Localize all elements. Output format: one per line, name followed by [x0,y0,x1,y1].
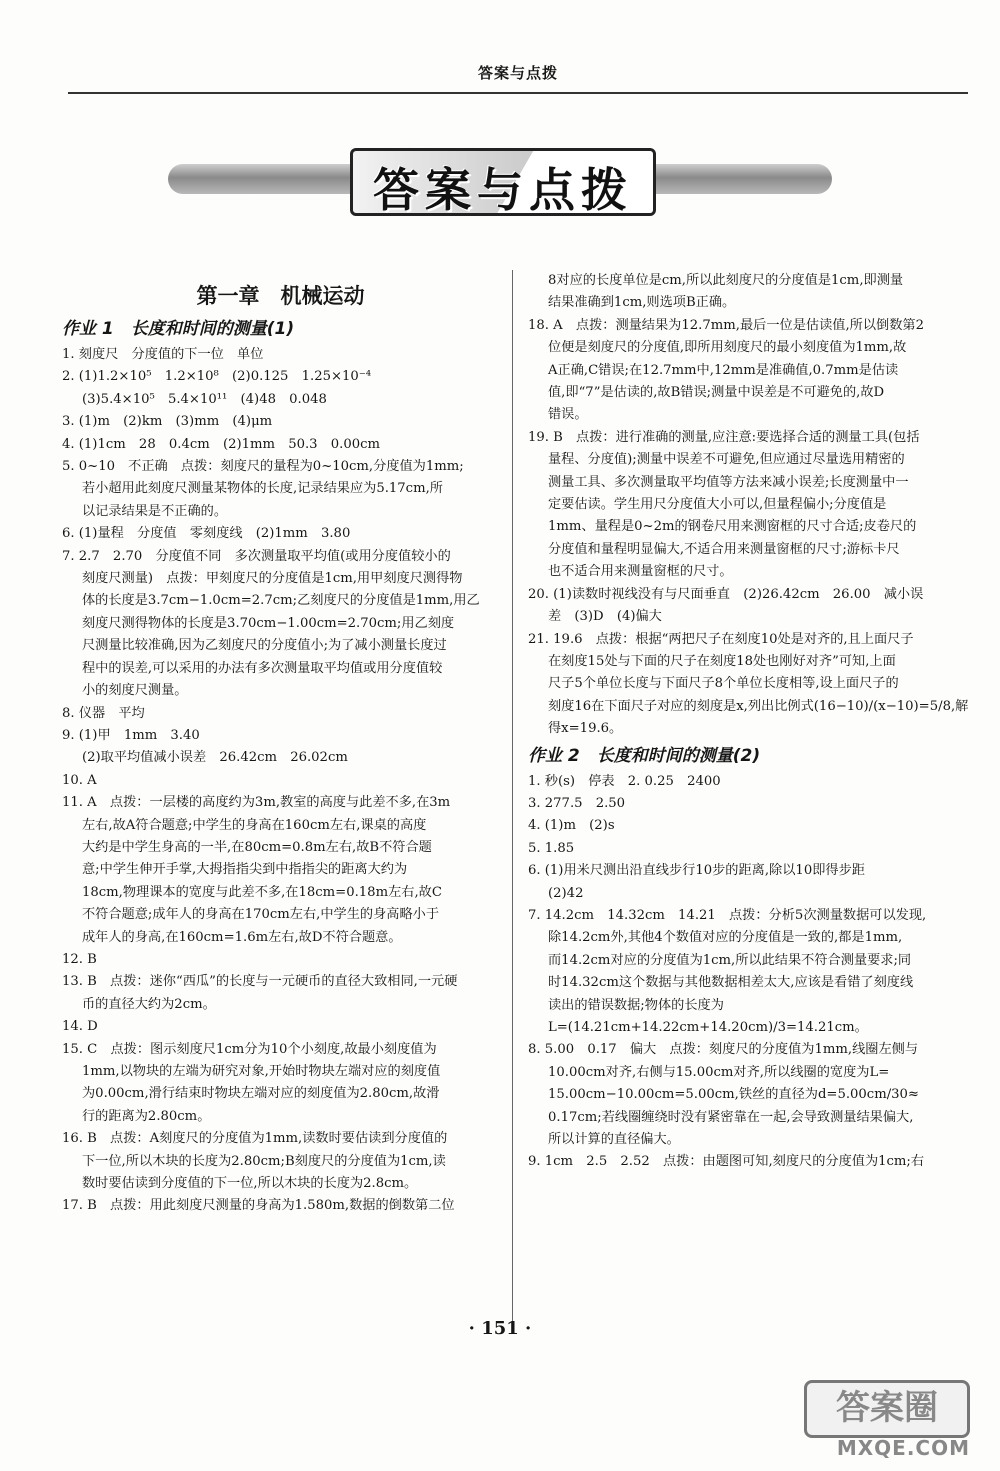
answer-line: 体的长度是3.7cm−1.0cm=2.7cm;乙刻度尺的分度值是1mm,用乙 [82,593,480,609]
watermark-url: MXQE.COM [836,1436,970,1460]
answer-line: 16. B 点拨：A刻度尺的分度值为1mm,读数时要估读到分度值的 [62,1131,448,1147]
homework-2-title: 作业 2 长度和时间的测量(2) [528,745,761,766]
answer-line: 5. 0~10 不正确 点拨：刻度尺的量程为0~10cm,分度值为1mm; [62,459,464,475]
answer-line: 时14.32cm这个数据与其他数据相差太大,应该是看错了刻度线 [548,975,914,991]
answer-line: 6. (1)用米尺测出沿直线步行10步的距离,除以10即得步距 [528,863,865,879]
answer-line: 刻度尺测量) 点拨：甲刻度尺的分度值是1cm,用甲刻度尺测得物 [82,571,463,587]
answer-line: 19. B 点拨：进行准确的测量,应注意:要选择合适的测量工具(包括 [528,429,920,445]
answer-line: 错误。 [548,407,588,423]
answer-line: 尺测量比较准确,因为乙刻度尺的分度值小;为了减小测量长度过 [82,638,447,654]
left-answers [62,344,499,1218]
header-title: 答案与点拨 [477,64,558,82]
answer-line: 所以计算的直径偏大。 [548,1132,680,1148]
answer-line: 读出的错误数据;物体的长度为 [548,997,724,1013]
answer-line: 成年人的身高,在160cm=1.6m左右,故D不符合题意。 [82,929,402,945]
answer-line: 大约是中学生身高的一半,在80cm=0.8m左右,故B不符合题 [82,839,432,855]
answer-line: 11. A 点拨：一层楼的高度约为3m,教室的高度与此差不多,在3m [62,795,451,811]
left-column [62,270,499,1218]
answer-line: 程中的误差,可以采用的办法有多次测量取平均值或用分度值较 [82,660,443,676]
answer-line: 若小超用此刻度尺测量某物体的长度,记录结果应为5.17cm,所 [82,481,443,497]
answer-line: 意;中学生伸开手掌,大拇指指尖到中指指尖的距离大约为 [82,862,408,878]
page-header [68,58,968,94]
answer-line: 15.00cm−10.00cm=5.00cm,铁丝的直径为d=5.00cm/30≈ [548,1087,919,1103]
answer-line: L=(14.21cm+14.22cm+14.20cm)/3=14.21cm。 [548,1020,868,1035]
answer-line: (2)取平均值减小误差 26.42cm 26.02cm [82,750,348,766]
watermark [810,1380,980,1460]
chapter-title: 第一章 机械运动 [196,283,365,308]
answer-line: 8. 5.00 0.17 偏大 点拨：刻度尺的分度值为1mm,线圈左侧与 [528,1042,919,1058]
answer-line: 14. D [62,1019,98,1035]
answer-line: 币的直径大约为2cm。 [82,996,216,1012]
answer-line: 也不适合用来测量窗框的尺寸。 [548,564,733,580]
banner-title: 答案与点拨 [373,163,633,216]
answer-line: 3. (1)m (2)km (3)mm (4)μm [62,414,273,430]
answer-line: 差 (3)D (4)偏大 [548,609,662,625]
answer-line: 左右,故A符合题意;中学生的身高在160cm左右,课桌的高度 [82,817,427,833]
answer-line: 小的刻度尺测量。 [82,683,188,699]
answer-line: 测量工具、多次测量取平均值等方法来减小误差;长度测量中一 [548,474,909,490]
answer-line: 12. B [62,951,97,967]
answer-line: 4. (1)m (2)s [528,818,615,834]
answer-line: 位便是刻度尺的分度值,即所用刻度尺的最小刻度值为1mm,故 [548,340,907,356]
answer-line: 不符合题意;成年人的身高在170cm左右,中学生的身高略小于 [82,907,440,923]
answer-line: 17. B 点拨：用此刻度尺测量的身高为1.580m,数据的倒数第二位 [62,1198,455,1214]
answer-line: A正确,C错误;在12.7mm中,12mm是准确值,0.7mm是估读 [548,362,899,378]
answer-line: (2)42 [548,885,584,901]
answer-line: 8. 仪器 平均 [62,705,145,721]
answer-line: 3. 277.5 2.50 [528,795,626,811]
answer-line: 15. C 点拨：图示刻度尺1cm分为10个小刻度,故最小刻度值为 [62,1041,437,1057]
column-divider [512,270,513,1330]
answer-line: 1mm、量程是0~2m的钢卷尺用来测窗框的尺寸合适;皮卷尺的 [548,519,917,535]
answer-line: 而14.2cm对应的分度值为1cm,所以此结果不符合测量要求;同 [548,952,912,968]
answer-line: 10. A [62,772,97,788]
answer-line: 7. 2.7 2.70 分度值不同 多次测量取平均值(或用分度值较小的 [62,548,451,564]
banner-left-bar [168,164,368,194]
answer-line: 刻度尺测得物体的长度是3.70cm−1.00cm=2.70cm;用乙刻度 [82,615,455,631]
answer-line: 行的距离为2.80cm。 [82,1108,211,1124]
answer-line: 6. (1)量程 分度值 零刻度线 (2)1mm 3.80 [62,526,351,542]
answer-line: 18. A 点拨：测量结果为12.7mm,最后一位是估读值,所以倒数第2 [528,317,924,333]
answer-line: 9. (1)甲 1mm 3.40 [62,727,200,743]
answer-line: 8对应的长度单位是cm,所以此刻度尺的分度值是1cm,即测量 [548,273,904,288]
answer-line: 0.17cm;若线圈缠绕时没有紧密靠在一起,会导致测量结果偏大, [548,1109,914,1125]
answer-line: 结果准确到1cm,则选项B正确。 [548,295,736,311]
answer-line: 1. 秒(s) 停表 2. 0.25 2400 [528,773,721,789]
watermark-logo: 答案圈 [804,1380,970,1438]
answer-line: 尺子5个单位长度与下面尺子8个单位长度相等,设上面尺子的 [548,676,899,692]
answer-line: 在刻度15处与下面的尺子在刻度18处也刚好对齐”可知,上面 [548,653,896,669]
answer-line: 以记录结果是不正确的。 [82,503,228,519]
answer-line: 刻度16在下面尺子对应的刻度是x,列出比例式(16−10)/(x−10)=5/8,解 [548,698,969,714]
right-answers-1 [528,270,968,741]
answer-line: 分度值和量程明显偏大,不适合用来测量窗框的尺寸;游标卡尺 [548,541,900,557]
answer-line: 数时要估读到分度值的下一位,所以木块的长度为2.8cm。 [82,1176,418,1192]
answer-line: 21. 19.6 点拨：根据“两把尺子在刻度10处是对齐的,且上面尺子 [528,631,914,647]
answer-line: 下一位,所以木块的长度为2.80cm;B刻度尺的分度值为1cm,读 [82,1153,446,1169]
right-answers-2 [528,771,968,1174]
answer-line: (3)5.4×10⁵ 5.4×10¹¹ (4)48 0.048 [82,391,327,407]
answer-line: 4. (1)1cm 28 0.4cm (2)1mm 50.3 0.00cm [62,436,381,452]
banner-box [350,148,656,216]
answer-line: 2. (1)1.2×10⁵ 1.2×10⁸ (2)0.125 1.25×10⁻⁴ [62,369,372,385]
answer-line: 量程、分度值);测量中误差不可避免,但应通过尽量选用精密的 [548,452,905,468]
answer-line: 10.00cm对齐,右侧与15.00cm对齐,所以线圈的宽度为L= [548,1064,890,1080]
answer-line: 18cm,物理课本的宽度与此差不多,在18cm=0.18m左右,故C [82,884,442,900]
banner-right-bar [632,164,832,194]
answer-line: 得x=19.6。 [548,721,623,737]
answer-line: 9. 1cm 2.5 2.52 点拨：由题图可知,刻度尺的分度值为1cm;右 [528,1154,925,1170]
page-number: · 151 · [468,1318,532,1339]
right-column [528,270,968,1174]
answer-line: 定要估读。学生用尺分度值大小可以,但量程偏小;分度值是 [548,497,887,513]
answer-line: 为0.00cm,滑行结束时物块左端对应的刻度值为2.80cm,故滑 [82,1086,440,1102]
homework-1-title: 作业 1 长度和时间的测量(1) [62,319,295,339]
answer-line: 1mm,以物块的左端为研究对象,开始时物块左端对应的刻度值 [82,1064,441,1079]
section-banner [168,144,832,216]
answer-line: 13. B 点拨：迷你“西瓜”的长度与一元硬币的直径大致相同,一元硬 [62,974,458,990]
answer-line: 5. 1.85 [528,840,575,856]
answer-line: 除14.2cm外,其他4个数值对应的分度值是一致的,都是1mm, [548,930,903,946]
answer-line: 值,即“7”是估读的,故B错误;测量中误差是不可避免的,故D [548,385,885,401]
answer-line: 1. 刻度尺 分度值的下一位 单位 [62,347,264,362]
answer-line: 7. 14.2cm 14.32cm 14.21 点拨：分析5次测量数据可以发现, [528,907,927,923]
answer-line: 20. (1)读数时视线没有与尺面垂直 (2)26.42cm 26.00 减小误 [528,586,924,602]
